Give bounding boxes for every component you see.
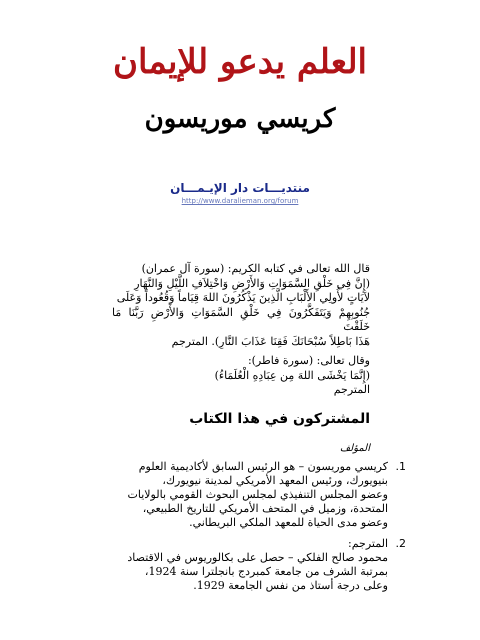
list-line: المترجم: [348,537,388,550]
list-line: بمرتبة الشرف من جامعة كمبردج بانجلترا سنة 1924، [144,565,388,578]
list-line: وعضو مدى الحياة للمعهد الملكي البريطاني. [189,516,388,529]
list-item [112,460,406,530]
verse-intro: وقال تعالى: (سورة فاطر): [247,354,370,367]
list-line: بنيويورك، ورئيس المعهد الأمريكي لمدينة نيويورك، [162,474,388,487]
list-line: كريسي موريسون – هو الرئيس السابق لأكاديمية العلوم [138,460,388,473]
verse-line: المترجم [333,383,370,396]
verse-intro: قال الله تعالى في كتابه الكريم: (سورة آل عمران) [141,262,370,275]
author-label: المؤلف [339,443,370,454]
author-name: كريسي موريسون [144,104,336,134]
list-number: 1. [395,460,406,473]
verse-fatir [112,354,370,398]
list-item [112,537,406,593]
list-line: المتحدة، وزميل في المتحف الأمريكي للتاريخ الطبيعي، [142,502,388,515]
verse-line: هَذَا بَاطِلاً سُبْحَانَكَ فَقِنَا عَذَابَ النَّارِ). المترجم [171,334,370,348]
verse-line: لآيَاتٍ لأُولِي الأَلْبَابِ الَّذِينَ يَذْكُرُونَ اللهَ قِيَاماً وَقُعُوداً وَعَلَى [116,291,370,304]
forum-url-link[interactable]: http://www.daralieman.org/forum [181,197,299,205]
verse-line: (إِنَّ فِي خَلْقِ السَّمَوَاتِ وَالأَرْضِ وَاخْتِلاَفِ اللَّيْلِ وَالنَّهَارِ [134,276,370,290]
verse-al-imran [112,262,370,349]
verse-line: (إِنَّمَا يَخْشَى اللهَ مِن عِبَادِهِ الْعُلَمَاءُ) [214,368,370,382]
list-line: محمود صالح الفلكي – حصل على بكالوريوس في الاقتصاد [127,551,388,564]
forum-name: منتديـــات دار الإيـمـــان [170,181,310,195]
verse-line: جُنُوبِهِمْ وَيَتَفَكَّرُونَ فِي خَلْقِ السَّمَوَاتِ وَالأَرْضِ رَبَّنَا مَا خَلَقْتَ [112,305,370,333]
section-heading: المشتركون في هذا الكتاب [189,411,370,427]
book-title: العلم يدعو للإيمان [112,42,368,82]
list-line: وعلى درجة أستاذ من نفس الجامعة 1929. [193,579,388,592]
list-line: وعضو المجلس التنفيذي لمجلس البحوث القومي بالولايات [127,488,388,501]
list-number: 2. [395,537,406,550]
